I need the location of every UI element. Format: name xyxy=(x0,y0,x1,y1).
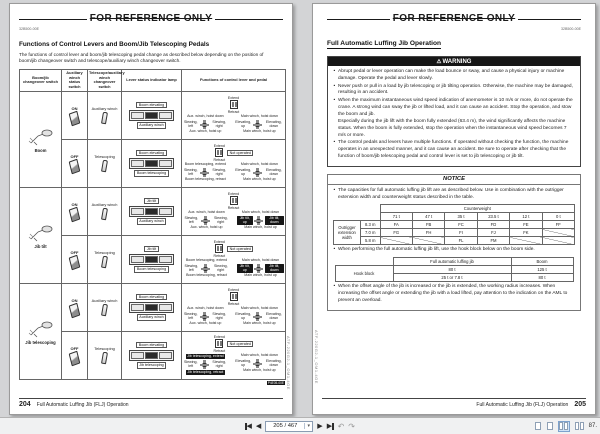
page-number: 204 xyxy=(19,401,31,408)
lever-function-label: Boom telescoping, retract xyxy=(186,273,227,278)
lever-function-label: Aux. winch, hoist up xyxy=(189,129,222,134)
right-lever-diagram xyxy=(235,115,284,134)
lever-function-label: Aux. winch, hoist down xyxy=(187,306,224,311)
next-page-button[interactable]: ▶ xyxy=(317,422,323,430)
pedal-retract-label: Retract xyxy=(227,301,240,306)
indicator-lamp-cell xyxy=(122,331,182,379)
two-page-view-button[interactable] xyxy=(558,421,570,432)
counterweight-header: Counterweight xyxy=(380,205,574,213)
aux-winch-switch-cell xyxy=(62,91,88,139)
mode-lever-icon xyxy=(101,352,108,365)
aux-winch-switch-cell xyxy=(62,187,88,235)
hook-block-label: Hook block xyxy=(335,266,393,282)
left-lever-diagram xyxy=(183,307,228,326)
lever-function-label: Elevating, down xyxy=(265,167,282,176)
left-lever-diagram xyxy=(183,163,228,182)
lamp-callout-label: Boom telescoping xyxy=(134,266,168,272)
previous-page-button[interactable]: ◀ xyxy=(255,422,262,430)
left-page-content xyxy=(10,4,292,414)
pedal-icon xyxy=(215,339,223,348)
lever-function-label: Boom telescoping, retract xyxy=(185,177,226,182)
lamp-callout-label: Boom elevating xyxy=(136,102,166,108)
page-number-value[interactable]: 205 / 467 xyxy=(273,423,298,429)
lever-table-row xyxy=(20,91,286,139)
warning-bullet: • Never push or pull in a load by jib telescoping or jib tilting operation. Otherwise, the machine may be damaged, resulting in an accident. xyxy=(333,84,575,98)
margin-doc-code: ATF-220G2-1_OM1-4GE xyxy=(286,336,291,390)
aux-winch-switch-cell xyxy=(62,235,88,283)
changeover-switch-cell xyxy=(20,91,62,187)
lever-functions-table xyxy=(19,69,286,380)
winch-mode-cell xyxy=(88,283,122,331)
lever-function-label: Aux. winch, hoist down xyxy=(188,210,225,215)
changeover-switch-icon xyxy=(28,126,54,146)
warning-box xyxy=(327,56,581,167)
lever-function-label: Slewing, right xyxy=(213,263,228,272)
lever-function-label: Boom telescoping, extend xyxy=(185,258,228,263)
reference-banner xyxy=(19,13,283,26)
lever-function-label: Main winch, hoist down xyxy=(241,210,280,215)
footer-chapter-title: Full Automatic Luffing Jib (FLJ) Operation xyxy=(476,402,569,408)
lever-function-label: Elevating, down xyxy=(265,311,282,320)
lever-function-label: Main winch, hoist up xyxy=(244,225,277,230)
pedal-icon xyxy=(215,244,223,253)
pedal-retract-label: Retract xyxy=(213,157,226,162)
margin-doc-code: ATF-220G2-1_OM1-4GE xyxy=(314,330,319,384)
lever-function-label: Jib tilt, up xyxy=(237,216,253,225)
rocker-switch-icon xyxy=(69,110,81,126)
pedal-extend-label: Extend xyxy=(227,95,240,100)
hook-block-table: Full automatic luffing jib Boom Hook block 80 t 125 t 25 t or 7.8 t 80 t xyxy=(335,257,574,282)
lever-cross-icon xyxy=(253,359,262,368)
indicator-lamp-icon xyxy=(129,158,174,169)
lever-function-label: Main winch, hoist down xyxy=(240,162,278,167)
mode-lever-icon xyxy=(101,256,108,269)
aux-winch-switch-cell xyxy=(62,331,88,379)
footer-chapter-title: Full Automatic Luffing Jib (FLJ) Operation xyxy=(36,402,129,408)
doc-code: 32B500-00E xyxy=(19,27,39,31)
notice-bullet: • When performing the full automatic luffing jib lift, use the hook block below on the boom side. xyxy=(333,247,575,254)
lamp-callout-label: Jib tilt xyxy=(144,198,158,204)
pedal-icon xyxy=(230,292,238,301)
winch-mode-label: Telescoping xyxy=(94,154,115,160)
pedal-extend-label: Extend xyxy=(213,334,225,339)
col-header-changeover: Boom/jib changeover switch xyxy=(20,69,62,91)
mode-lever-icon xyxy=(101,208,108,221)
left-page-footer xyxy=(19,398,283,408)
notice-title: NOTICE xyxy=(328,175,580,185)
rocker-switch-icon xyxy=(69,206,81,222)
changeover-switch-label: Boom xyxy=(34,147,47,153)
continuous-view-button[interactable] xyxy=(546,421,554,431)
winch-mode-label: Auxiliary winch xyxy=(91,202,118,208)
winch-mode-label: Auxiliary winch xyxy=(91,298,118,304)
lever-cross-icon xyxy=(201,264,210,273)
switch-state-label: ON xyxy=(71,201,78,207)
section-title: Functions of Control Levers and Boom/Jib Telescoping Pedals xyxy=(19,41,210,48)
notice-box xyxy=(327,174,581,311)
pedal-note-label: Not operated xyxy=(227,150,253,156)
lever-function-label: Slewing, right xyxy=(212,359,226,368)
changeover-switch-cell xyxy=(20,283,62,379)
lever-functions-cell xyxy=(182,283,286,331)
lever-function-label: Slewing, right xyxy=(212,119,226,128)
right-page-content xyxy=(313,4,595,414)
right-lever-diagram xyxy=(235,163,284,182)
lamp-callout-label: Jib telescoping xyxy=(137,362,166,368)
page-number: 205 xyxy=(574,401,586,408)
left-lever-diagram xyxy=(183,115,228,134)
intro-paragraph: The functions of control lever and boom/jib telescoping pedal change as described below depending on the position of boom/jib changeover switch and telescope/auxiliary winch changeover switch. xyxy=(19,52,264,64)
left-lever-diagram xyxy=(183,259,230,278)
lamp-callout-label: Auxiliary winch xyxy=(137,218,166,224)
switch-state-label: ON xyxy=(71,297,78,303)
lever-function-label: Jib tilt, down xyxy=(265,216,284,225)
lever-cross-icon xyxy=(253,168,262,177)
lever-function-label: Elevating, down xyxy=(265,358,282,367)
rocker-switch-icon xyxy=(69,158,81,174)
na-cell xyxy=(412,237,444,245)
winch-mode-cell xyxy=(88,331,122,379)
right-page-footer xyxy=(322,398,586,408)
indicator-lamp-cell xyxy=(122,235,182,283)
indicator-lamp-icon xyxy=(129,254,174,265)
lever-function-label: Slewing, left xyxy=(183,359,198,368)
lever-function-label: Jib tilt, down xyxy=(265,264,284,273)
right-lever-diagram xyxy=(235,307,284,326)
lever-function-label: Slewing, left xyxy=(184,215,199,224)
lever-function-label: Elevating, up xyxy=(235,167,252,176)
changeover-switch-cell xyxy=(20,187,62,283)
first-page-button[interactable]: ◀ xyxy=(246,422,252,430)
page-number-input[interactable] xyxy=(265,421,313,432)
indicator-lamp-icon xyxy=(129,350,174,361)
mode-lever-icon xyxy=(101,112,108,125)
lamp-callout-label: Boom elevating xyxy=(136,342,166,348)
pedal-retract-label: Retract xyxy=(213,348,226,353)
winch-mode-cell xyxy=(88,139,122,187)
aux-winch-switch-cell xyxy=(62,283,88,331)
na-cell xyxy=(542,229,574,237)
right-lever-diagram xyxy=(237,211,284,230)
pdf-page-right xyxy=(312,3,596,415)
winch-mode-cell xyxy=(88,235,122,283)
lever-function-label: Elevating, down xyxy=(265,119,282,128)
switch-state-label: OFF xyxy=(70,345,79,351)
lever-function-label: Elevating, up xyxy=(235,119,252,128)
two-page-continuous-view-button[interactable] xyxy=(574,421,585,431)
mode-lever-icon xyxy=(101,160,108,173)
pedal-extend-label: Extend xyxy=(227,191,240,196)
lever-function-label: Elevating, up xyxy=(235,358,252,367)
right-lever-diagram xyxy=(237,259,284,278)
pedal-icon xyxy=(215,148,223,157)
lever-function-label: Jib telescoping, extend xyxy=(187,353,224,358)
lever-cross-icon xyxy=(200,120,209,129)
indicator-lamp-cell xyxy=(122,187,182,235)
lever-cross-icon xyxy=(254,264,263,273)
capacity-table: Counterweight 71 t 47 t 35 t 23.5 t 12 t 0 t Outrigger extension width 8.3 m FA FB FC FD FE FF 7.0 m FG FH FI FJ FK 5.8 m FL FM xyxy=(333,204,575,245)
indicator-lamp-cell xyxy=(122,91,182,139)
lever-function-label: Jib telescoping, retract xyxy=(187,369,224,374)
pedal-note-label: Not operated xyxy=(227,246,253,252)
reference-only-watermark: FOR REFERENCE ONLY xyxy=(87,13,215,24)
single-page-view-button[interactable] xyxy=(534,421,542,431)
right-lever-diagram xyxy=(235,354,284,375)
pdf-toolbar xyxy=(0,417,600,434)
lever-cross-icon xyxy=(254,216,263,225)
lever-function-label: Main winch, hoist up xyxy=(243,368,276,373)
reference-only-watermark: FOR REFERENCE ONLY xyxy=(390,13,518,24)
lever-function-label: Boom telescoping, extend xyxy=(184,162,227,167)
zoom-level: 87. xyxy=(588,423,597,429)
lever-function-label: Main winch, hoist up xyxy=(244,273,277,278)
outrigger-row-label: Outrigger extension width xyxy=(334,221,361,245)
reference-banner xyxy=(327,13,581,26)
pedal-retract-label: Retract xyxy=(213,253,226,258)
warning-bullet: • The control pedals and levers have multiple functions. If operated without checking the function, the machine operates in an unexpected manner, and it can cause an accident. Be sure to operate after checking that the function of boom/jib telescoping pedal and control lever is set to jib telescoping or jib tilt. xyxy=(333,140,575,160)
lever-function-label: Slewing, left xyxy=(183,311,198,320)
previous-view-button[interactable]: ↶ xyxy=(337,421,345,431)
col-header-functions: Functions of control lever and pedal xyxy=(182,69,286,91)
lever-cross-icon xyxy=(253,312,262,321)
indicator-lamp-icon xyxy=(129,110,174,121)
lever-function-label: Main winch, hoist down xyxy=(241,258,280,263)
warning-bullet: • Abrupt pedal or lever operation can make the load bounce or sway, and cause a physical injury or machine damage. Operate the pedal and lever slowly. xyxy=(333,69,575,83)
notice-bullet: • The capacities for full automatic luffing jib lift are as described below. Use in combination with the outrigger extension width and counterweight status described in the table. xyxy=(333,188,575,202)
lever-function-label: Main winch, hoist down xyxy=(240,353,278,358)
winch-mode-label: Telescoping xyxy=(94,346,115,352)
lever-cross-icon xyxy=(201,216,210,225)
lever-function-label: Main winch, hoist up xyxy=(243,129,276,134)
indicator-lamp-cell xyxy=(122,139,182,187)
lever-function-label: Slewing, left xyxy=(184,263,199,272)
lamp-callout-label: Boom elevating xyxy=(136,150,166,156)
lever-function-label: Aux. winch, hoist down xyxy=(187,114,224,119)
pedal-extend-label: Extend xyxy=(213,143,225,148)
switch-state-label: OFF xyxy=(70,249,79,255)
lever-function-label: Slewing, right xyxy=(212,311,226,320)
indicator-lamp-cell xyxy=(122,283,182,331)
winch-mode-cell xyxy=(88,187,122,235)
rocker-switch-icon xyxy=(69,350,81,366)
pedal-icon xyxy=(230,196,238,205)
warning-bullet: • When the maximum instantaneous wind speed indication of anemometer is 10 m/s or more, do not operate the crane. A strong wind can sway the jib or lifted load, and it can cause an accident. Stop the operation, and stow the boom and jib. Especially during the jib lift with the boom fully extended (63.4 m), the wind significantly affects the machine status. When the boom is fully extended, stop the operation when the instantaneous wind speed becomes 7 m/s or more. xyxy=(333,98,575,139)
left-lever-diagram xyxy=(183,211,230,230)
changeover-switch-icon xyxy=(28,222,54,242)
lever-functions-cell xyxy=(182,331,286,379)
pdf-page-left xyxy=(9,3,293,415)
indicator-lamp-icon xyxy=(129,302,174,313)
figure-code-tag: P4E05-00E xyxy=(267,380,284,385)
last-page-button[interactable]: ▶ xyxy=(326,422,333,430)
warning-title: WARNING xyxy=(442,58,472,65)
lever-function-label: Slewing, left xyxy=(183,167,198,176)
lever-functions-cell xyxy=(182,235,286,283)
na-cell xyxy=(542,237,574,245)
winch-mode-cell xyxy=(88,91,122,139)
warning-bullet-list xyxy=(333,69,575,161)
section-title: Full Automatic Luffing Jib Operation xyxy=(327,40,442,47)
lamp-callout-label: Boom elevating xyxy=(136,294,166,300)
lever-functions-cell xyxy=(182,139,286,187)
lever-cross-icon xyxy=(200,360,209,369)
lever-function-label: Aux. winch, hoist up xyxy=(190,225,223,230)
lever-function-label: Jib tilt, up xyxy=(237,264,253,273)
lamp-callout-label: Jib tilt xyxy=(144,246,158,252)
doc-code: 32B500-00E xyxy=(561,27,581,31)
notice-bullet: • When the offset angle of the jib is increased or the jib is extended, the working radius increases. When increasing the offset angle or extending the jib with a load lifted, pay attention to the indication on the AML to prevent an overload. xyxy=(333,284,575,304)
changeover-switch-label: Jib telescoping xyxy=(25,339,56,345)
lever-table-row xyxy=(20,187,286,235)
next-view-button[interactable]: ↷ xyxy=(348,421,355,431)
lever-function-label: Aux. winch, hoist up xyxy=(189,321,222,326)
pedal-retract-label: Retract xyxy=(227,109,240,114)
lever-table-row xyxy=(20,283,286,331)
changeover-switch-icon xyxy=(28,318,54,338)
winch-mode-label: Telescoping xyxy=(94,250,115,256)
warning-icon: ⚠ xyxy=(436,58,442,65)
pedal-extend-label: Extend xyxy=(227,287,240,292)
col-header-telescope-switch: Telescope/auxiliary winch changeover switch xyxy=(88,69,122,91)
left-lever-diagram xyxy=(183,354,228,375)
lever-cross-icon xyxy=(200,312,209,321)
lever-function-label: Slewing, right xyxy=(213,215,228,224)
lamp-callout-label: Auxiliary winch xyxy=(137,122,166,128)
col-header-lamp: Lever status indicator lamp xyxy=(122,69,182,91)
switch-state-label: OFF xyxy=(70,153,79,159)
lever-function-label: Slewing, left xyxy=(183,119,198,128)
lever-cross-icon xyxy=(253,120,262,129)
mode-lever-icon xyxy=(101,304,108,317)
na-cell xyxy=(510,237,542,245)
rocker-switch-icon xyxy=(69,254,81,270)
lamp-callout-label: Boom telescoping xyxy=(134,170,168,176)
lever-function-label: Main winch, hoist down xyxy=(240,114,278,119)
winch-mode-label: Auxiliary winch xyxy=(91,106,118,112)
lever-function-label: Slewing, right xyxy=(212,167,226,176)
lever-function-label: Main winch, hoist up xyxy=(243,321,276,326)
lamp-callout-label: Auxiliary winch xyxy=(137,314,166,320)
aux-winch-switch-cell xyxy=(62,139,88,187)
pedal-icon xyxy=(230,100,238,109)
chevron-down-icon[interactable]: ▾ xyxy=(304,423,312,429)
lever-function-label: Main winch, hoist up xyxy=(243,177,276,182)
switch-state-label: ON xyxy=(71,105,78,111)
rocker-switch-icon xyxy=(69,302,81,318)
table-header-row xyxy=(20,69,286,91)
pedal-note-label: Not operated xyxy=(227,341,253,347)
pedal-extend-label: Extend xyxy=(213,239,225,244)
lever-cross-icon xyxy=(200,168,209,177)
changeover-switch-label: Jib tilt xyxy=(34,243,47,249)
lever-functions-cell xyxy=(182,91,286,139)
col-header-aux-switch: Auxiliary winch status switch xyxy=(62,69,88,91)
indicator-lamp-icon xyxy=(129,206,174,217)
na-cell xyxy=(380,237,412,245)
pedal-retract-label: Retract xyxy=(227,205,240,210)
lever-functions-cell xyxy=(182,187,286,235)
lever-function-label: Main winch, hoist down xyxy=(240,306,278,311)
lever-function-label: Elevating, up xyxy=(235,311,252,320)
